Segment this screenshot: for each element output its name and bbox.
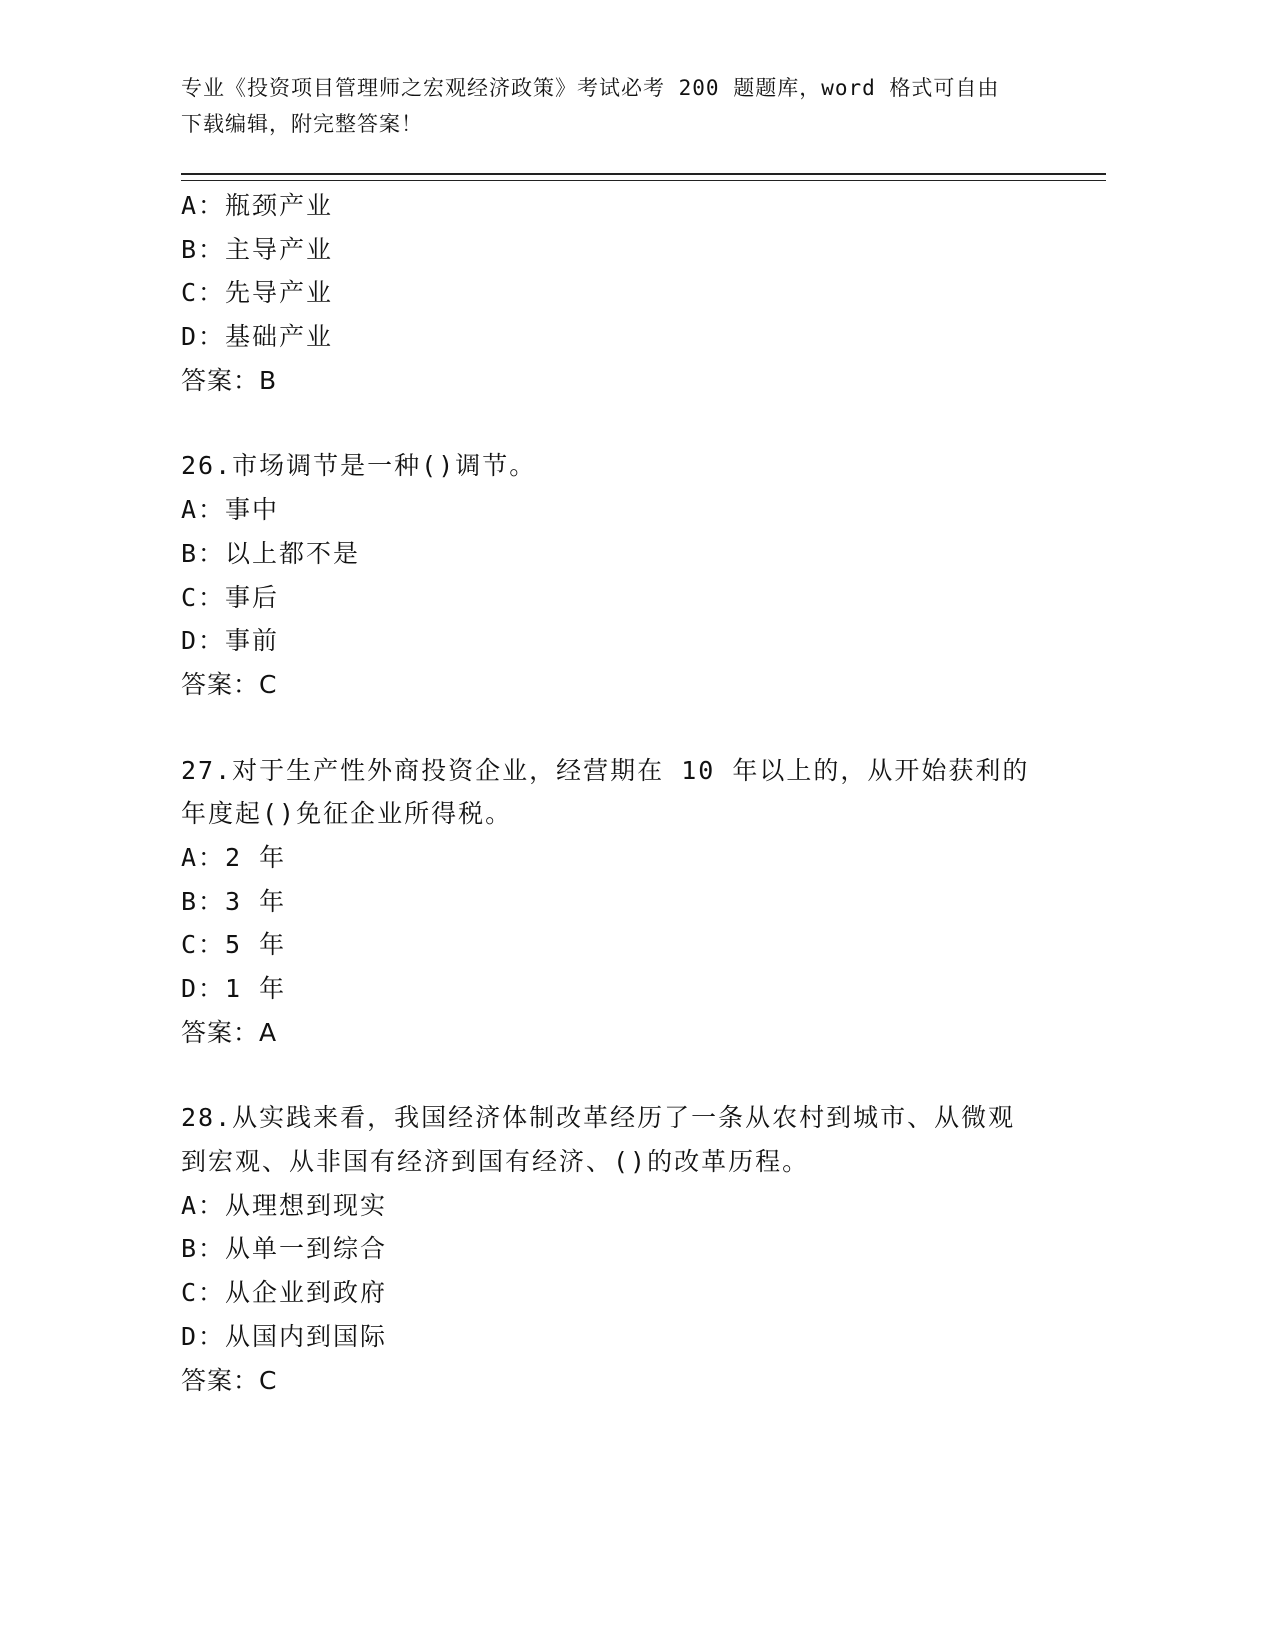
option-b: B：3 年 xyxy=(181,886,287,916)
option-a: A：从理想到现实 xyxy=(181,1190,388,1220)
question-block xyxy=(181,444,1061,706)
option-d: D：从国内到国际 xyxy=(181,1321,388,1351)
option-b: B：主导产业 xyxy=(181,234,334,264)
option-d: D：基础产业 xyxy=(181,322,334,352)
question-text: 28.从实践来看，我国经济体制改革经历了一条从农村到城市、从微观 xyxy=(181,1103,1016,1133)
question-text: 27.对于生产性外商投资企业，经营期在 10 年以上的，从开始获利的 xyxy=(181,755,1030,785)
option-b: B：以上都不是 xyxy=(181,538,361,568)
option-d: D：事前 xyxy=(181,626,280,656)
document-header xyxy=(181,70,1061,142)
option-c: C：5 年 xyxy=(181,930,287,960)
question-text-cont: 到宏观、从非国有经济到国有经济、()的改革历程。 xyxy=(181,1147,810,1177)
question-list xyxy=(181,184,1061,1402)
header-rule-thick xyxy=(181,173,1106,175)
option-a: A：瓶颈产业 xyxy=(181,191,334,220)
header-line-2: 下载编辑，附完整答案！ xyxy=(181,112,423,136)
option-a: A：2 年 xyxy=(181,842,287,872)
option-c: C：从企业到政府 xyxy=(181,1278,388,1308)
option-b: B：从单一到综合 xyxy=(181,1234,388,1264)
option-c: C：事后 xyxy=(181,582,280,612)
option-c: C：先导产业 xyxy=(181,278,334,308)
answer: 答案：A xyxy=(181,1017,278,1047)
answer: 答案：B xyxy=(181,365,278,395)
header-line-1: 专业《投资项目管理师之宏观经济政策》考试必考 200 题题库，word 格式可自由 xyxy=(181,76,1000,100)
question-block xyxy=(181,749,1061,1055)
question-block xyxy=(181,1096,1061,1402)
question-block xyxy=(181,184,1061,402)
question-text-cont: 年度起()免征企业所得税。 xyxy=(181,799,513,829)
header-rule-thin xyxy=(181,180,1106,181)
option-d: D：1 年 xyxy=(181,974,287,1003)
answer: 答案：C xyxy=(181,1365,278,1395)
question-text: 26.市场调节是一种()调节。 xyxy=(181,451,537,481)
answer: 答案：C xyxy=(181,669,278,699)
option-a: A：事中 xyxy=(181,495,280,525)
